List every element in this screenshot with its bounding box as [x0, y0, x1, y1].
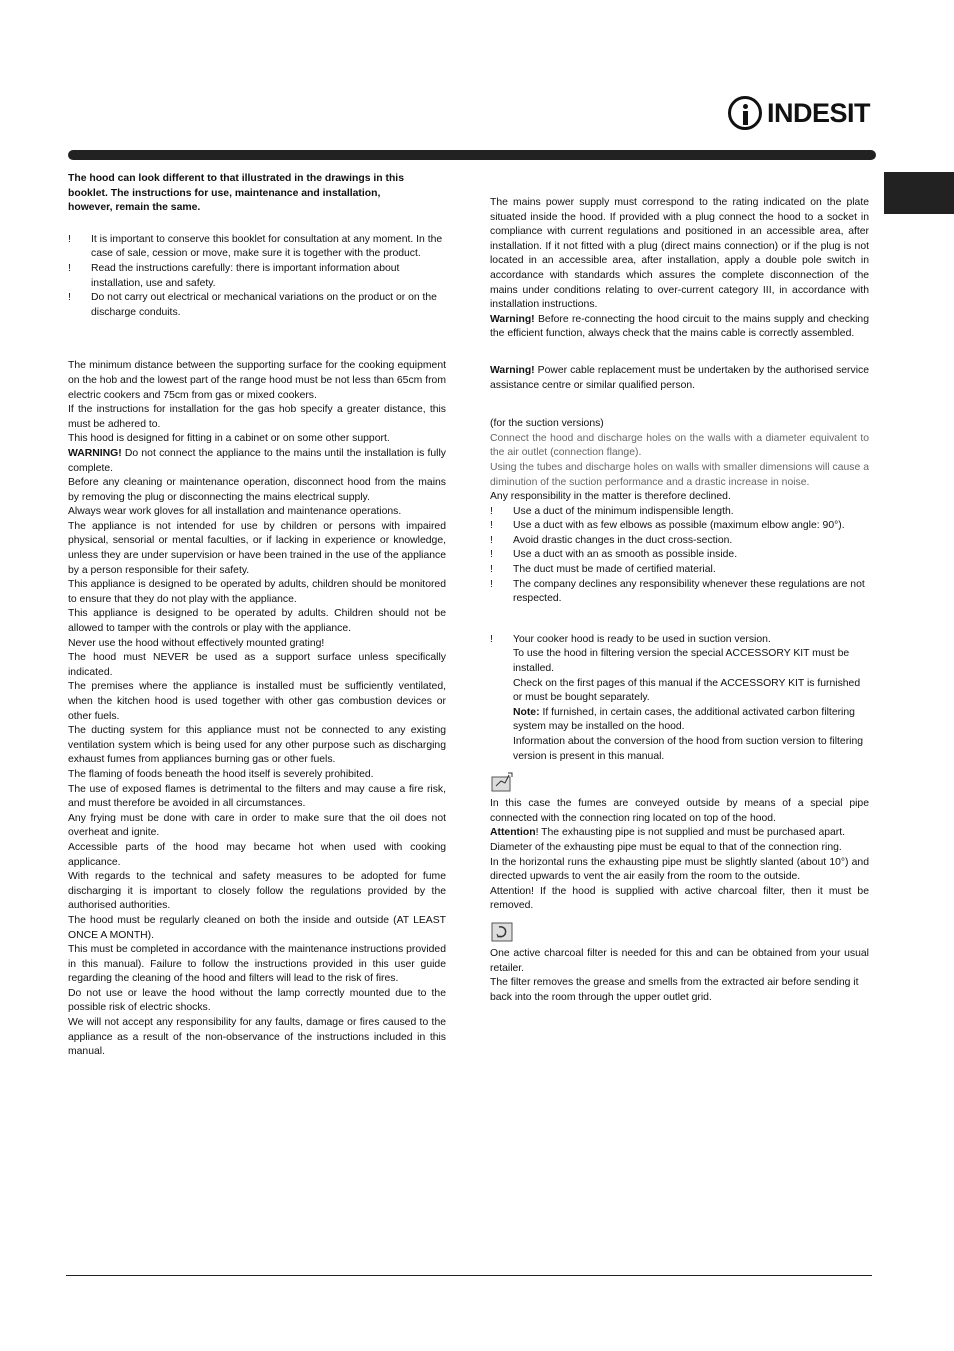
paragraph: Any frying must be done with care in order to make sure that the oil does not overheat and ignite. — [68, 812, 446, 839]
paragraph: This hood is designed for fitting in a cabinet or on some other support. — [68, 433, 390, 445]
intro-note: The hood can look different to that illustrated in the drawings in this booklet. The instructions for use, maintenance and installation, however, remain the same. — [68, 173, 404, 214]
list-item: ! Use a duct with an as smooth as possible inside. — [490, 549, 738, 561]
paragraph: One active charcoal filter is needed for this and can be obtained from your usual retailer. — [490, 947, 869, 974]
language-tab — [884, 172, 954, 214]
paragraph: The premises where the appliance is installed must be sufficiently ventilated, when the kitchen hood is used together with other gas combustion devices or other fuels. — [68, 681, 446, 722]
paragraph: We will not accept any responsibility for any faults, damage or fires caused to the appliance as a result of the non-observance of the instructions included in this manual. — [68, 1017, 446, 1058]
paragraph: The ducting system for this appliance must not be connected to any existing ventilation system which is being used for any other purpose such as discharging exhaust fumes from appliances burning gas or other fuels. — [68, 725, 446, 766]
paragraph: Do not use or leave the hood without the lamp correctly mounted due to the possible risk of electric shocks. — [68, 987, 446, 1014]
paragraph: The filter removes the grease and smells from the extracted air before sending it back into the room through the upper outlet grid. — [490, 977, 859, 1003]
right-column — [490, 196, 869, 1005]
paragraph: WARNING! Do not connect the appliance to the mains until the installation is fully complete. — [68, 447, 446, 474]
paragraph: The appliance is not intended for use by children or persons with impaired physical, sensorial or mental faculties, or if lacking in experience or knowledge, unless they are under supervision or have been trained in the use of the appliance by a person responsible for their safety. — [68, 520, 446, 576]
paragraph: (for the suction versions) — [490, 418, 604, 430]
paragraph: Any responsibility in the matter is therefore declined. — [490, 491, 731, 503]
paragraph: Before any cleaning or maintenance operation, disconnect hood from the mains by removing the plug or disconnecting the mains electrical supply. — [68, 477, 446, 503]
paragraph: In this case the fumes are conveyed outside by means of a special pipe connected with the connection ring located on top of the hood. — [490, 798, 869, 824]
paragraph: This appliance is designed to be operated by adults, children should be monitored to ensure that they do not play with the appliance. — [68, 579, 446, 605]
paragraph: This appliance is designed to be operated by adults. Children should not be allowed to tamper with the controls or play with the appliance. — [68, 608, 446, 635]
paragraph: Always wear work gloves for all installation and maintenance operations. — [68, 506, 402, 518]
paragraph: The hood must be regularly cleaned on both the inside and outside (AT LEAST ONCE A MONTH). — [68, 914, 446, 941]
paragraph: The use of exposed flames is detrimental to the filters and may cause a fire risk, and must therefore be avoided in all circumstances. — [68, 783, 446, 810]
header-rule — [68, 150, 876, 160]
list-item: ! Use a duct of the minimum indispensible length. — [490, 505, 734, 517]
list-item: ! Use a duct with as few elbows as possible (maximum elbow angle: 90°). — [490, 520, 845, 532]
list-item: ! The company declines any responsibility whenever these regulations are not respected. — [490, 578, 865, 605]
paragraph: The hood must NEVER be used as a support surface unless specifically indicated. — [68, 652, 446, 678]
paragraph: If the instructions for installation for the gas hob specify a greater distance, this must be adhered to. — [68, 404, 446, 430]
suction-version-icon — [491, 772, 515, 792]
paragraph: Never use the hood without effectively mounted grating! — [68, 637, 325, 649]
list-item: ! Do not carry out electrical or mechanical variations on the product or on the discharge conduits. — [68, 292, 437, 318]
paragraph: Warning! Before re-connecting the hood circuit to the mains supply and checking the efficient function, always check that the mains cable is correctly assembled. — [490, 313, 869, 340]
filtering-version-icon — [491, 922, 515, 942]
brand-logo — [728, 92, 870, 134]
footer-rule — [66, 1275, 872, 1276]
brand-name: INDESIT — [767, 97, 871, 128]
list-item: ! The duct must be made of certified material. — [490, 564, 716, 576]
paragraph: Diameter of the exhausting pipe must be equal to that of the connection ring. — [490, 841, 842, 853]
paragraph: Accessible parts of the hood may became hot when used with cooking applicance. — [68, 841, 446, 868]
paragraph: Attention! The exhausting pipe is not supplied and must be purchased apart. — [490, 827, 846, 839]
brand-logo-icon — [728, 96, 762, 130]
paragraph: With regards to the technical and safety measures to be adopted for fume discharging it is important to closely follow the regulations provided by the authorised authorities. — [68, 871, 446, 912]
list-item: ! Avoid drastic changes in the duct cross-section. — [490, 534, 733, 546]
left-column — [68, 172, 446, 1060]
paragraph: This must be completed in accordance with the maintenance instructions provided in this manual). Failure to follow the instructions provided in this user guide regarding the cleaning of the hood and filters will lead to the risk of fires. — [68, 944, 446, 985]
paragraph: In the horizontal runs the exhausting pipe must be slightly slanted (about 10°) and directed upwards to vent the air easily from the room to the outside. — [490, 856, 869, 883]
list-item: ! Read the instructions carefully: there is important information about installation, use and safety. — [68, 262, 400, 289]
paragraph: The flaming of foods beneath the hood itself is severely prohibited. — [68, 768, 374, 780]
paragraph: Warning! Power cable replacement must be undertaken by the authorised service assistance centre or similar qualified person. — [490, 364, 869, 391]
paragraph: The mains power supply must correspond to the rating indicated on the plate situated inside the hood. If provided with a plug connect the hood to a socket in compliance with current regulations and positioned in an accessible area, after installation. If it not fitted with a plug (direct mains connection) or if the plug is not located in an accessible area, after installation, apply a double pole switch in accordance with standards which assures the complete disconnection of the mains under conditions relating to over-current category III, in accordance with installation instructions. — [490, 197, 869, 311]
list-item: ! It is important to conserve this booklet for consultation at any moment. In the case of sale, cession or move, make sure it is together with the product. — [68, 233, 443, 260]
paragraph: Connect the hood and discharge holes on the walls with a diameter equivalent to the air outlet (connection flange). — [490, 432, 869, 459]
paragraph: Attention! If the hood is supplied with active charcoal filter, then it must be removed. — [490, 885, 869, 912]
paragraph: The minimum distance between the supporting surface for the cooking equipment on the hob and the lowest part of the range hood must be not less than 65cm from electric cookers and 75cm from gas or mixed cookers. — [68, 360, 446, 401]
list-item: ! Your cooker hood is ready to be used in suction version. To use the hood in filtering version the special ACCESSORY KIT must be installed. Check on the first pages of this manual if the ACCESSORY KIT is furnished or must be bought separately. Note: If furnished, in certain cases, the additional activated carbon filtering system may be installed on the hood. Information about the conversion of the hood from suction version to filtering version is present in this manual. — [490, 633, 864, 762]
paragraph: Using the tubes and discharge holes on walls with smaller dimensions will cause a diminution of the suction performance and a drastic increase in noise. — [490, 461, 869, 488]
